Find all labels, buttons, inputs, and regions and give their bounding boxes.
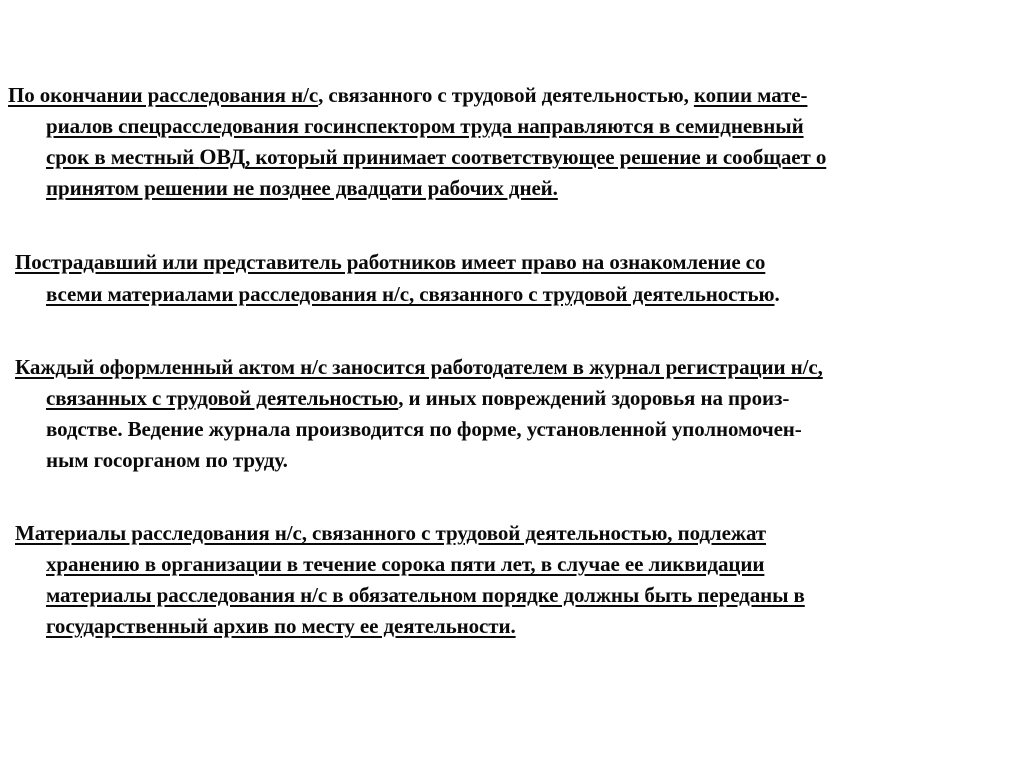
text-run: всеми материалами расследования н/с, связанного с трудовой деятельностью: [46, 282, 775, 306]
text-run: Материалы расследования н/с, связанного с трудовой деятельностью, подлежат: [15, 521, 767, 545]
text-run: , и иных повреждений здоровья на произ-: [398, 386, 790, 410]
paragraph-line: [15, 518, 766, 548]
text-run: Каждый оформленный актом н/с заносится работодателем в журнал регистрации н/с,: [15, 355, 823, 379]
text-run: срок в местный: [46, 145, 200, 169]
paragraph-line: [46, 414, 802, 444]
text-run: материалы расследования н/с в обязательном порядке должны быть переданы в: [46, 583, 805, 607]
text-run: , который принимает соответствующее решение и сообщает о: [245, 145, 827, 169]
text-run: копии мате-: [693, 83, 808, 107]
paragraph-line: [46, 549, 764, 579]
text-run: связанных с трудовой деятельностью: [46, 386, 399, 410]
paragraph-line: [46, 611, 516, 641]
text-run: По окончании расследования н/с: [8, 83, 319, 107]
text-run: риалов спецрасследования госинспектором труда направляются в семидневный: [46, 114, 804, 138]
text-run: хранению в организации в течение сорока пяти лет, в случае ее ликвидации: [46, 552, 765, 576]
paragraph-line: [46, 111, 804, 141]
paragraph-line: [46, 580, 805, 610]
paragraph-line: [46, 142, 826, 172]
paragraph-line: [15, 352, 823, 382]
text-run: принятом решении не позднее двадцати рабочих дней.: [46, 176, 558, 200]
paragraph-line: [46, 279, 780, 309]
text-run: .: [774, 282, 780, 306]
text-run: , связанного с трудовой деятельностью,: [318, 83, 694, 107]
paragraph-line: [8, 80, 807, 110]
paragraph-line: [15, 247, 765, 277]
text-run: государственный архив по месту ее деятельности.: [46, 614, 516, 638]
paragraph-line: [46, 173, 558, 203]
text-run: ным госорганом по труду.: [46, 448, 288, 472]
text-run: Пострадавший или представитель работников имеет право на ознакомление со: [15, 250, 766, 274]
text-run: ОВД: [199, 144, 246, 169]
paragraph-line: [46, 383, 789, 413]
text-run: водстве. Ведение журнала производится по форме, установленной уполномочен-: [46, 417, 802, 441]
paragraph-line: [46, 445, 288, 475]
